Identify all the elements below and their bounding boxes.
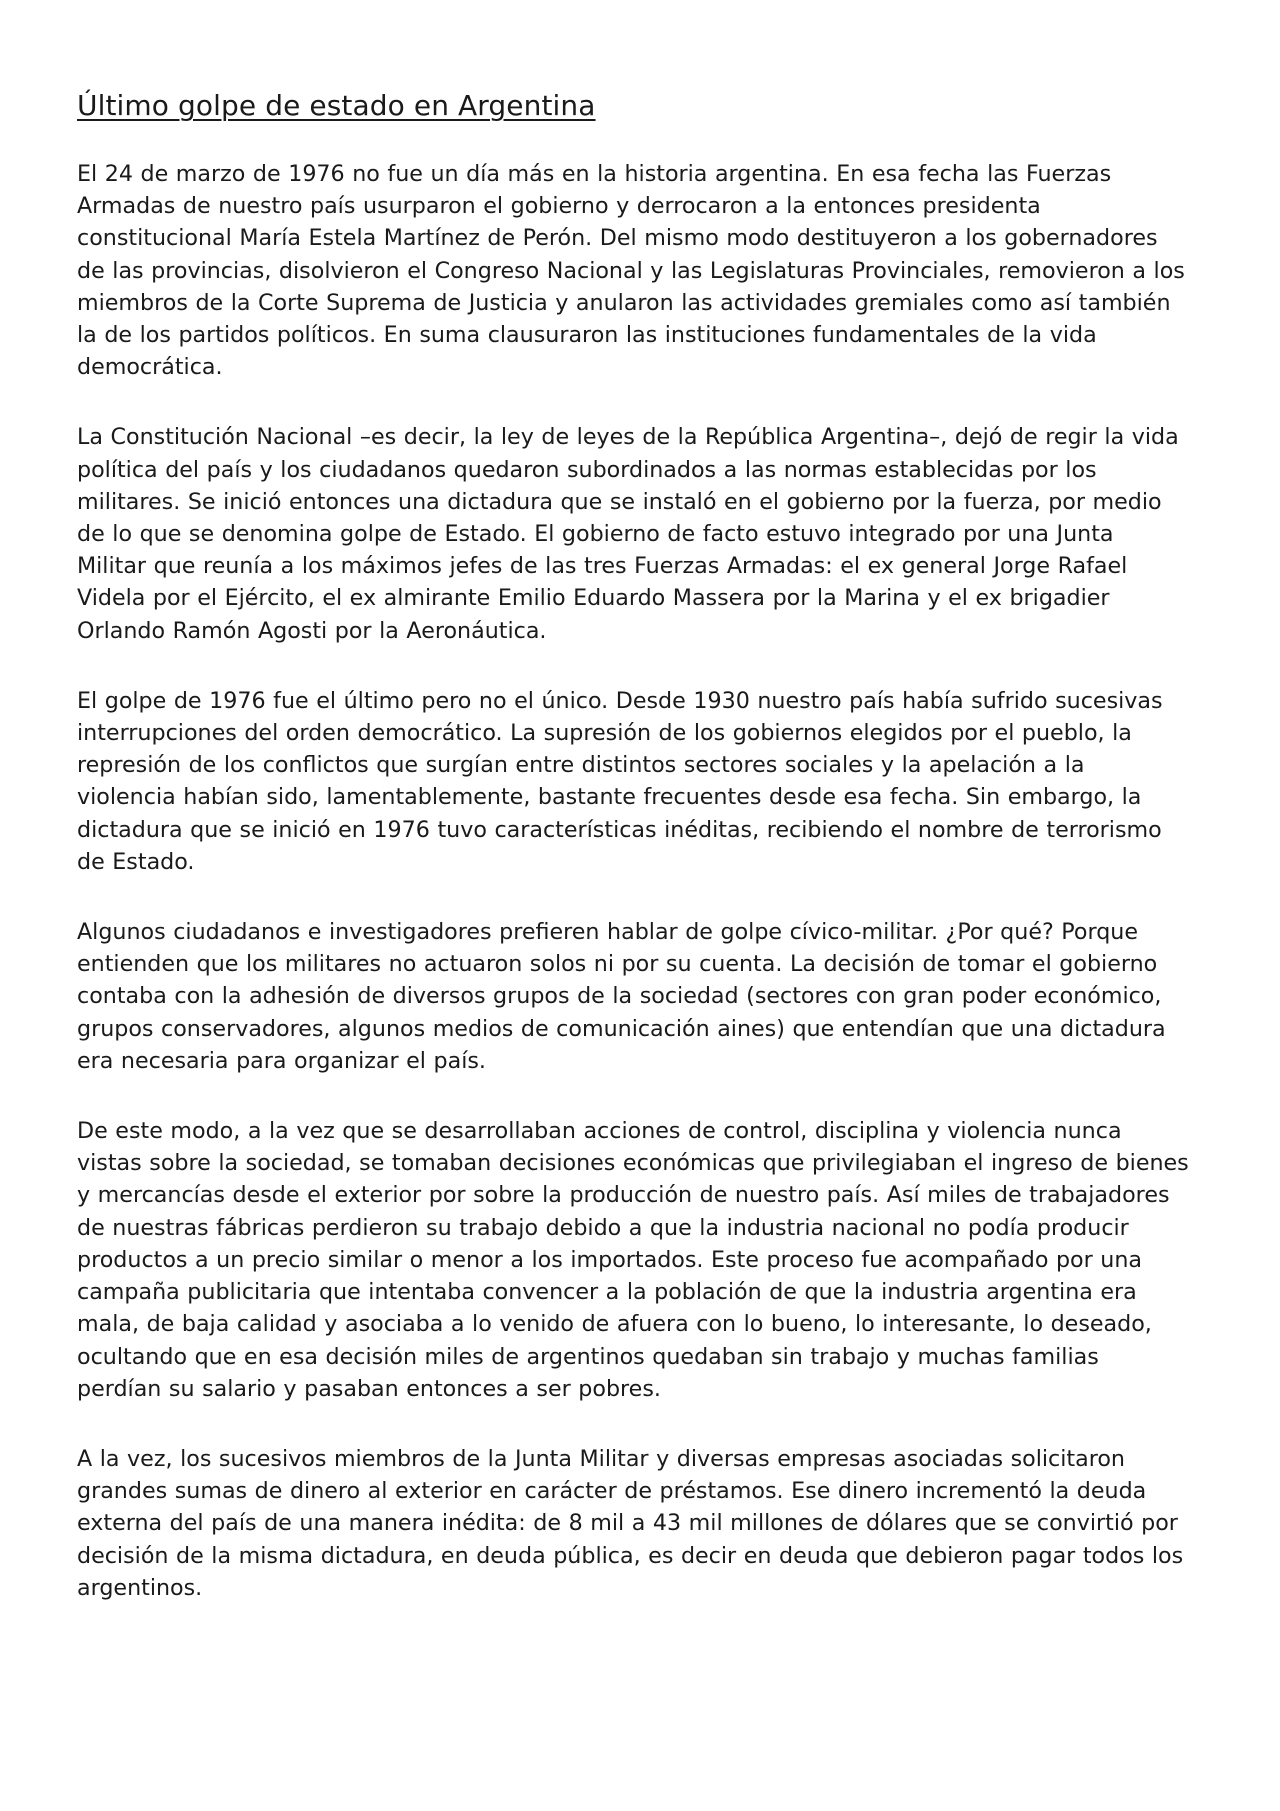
document-title: Último golpe de estado en Argentina — [77, 89, 596, 122]
paragraph-intro: El 24 de marzo de 1976 no fue un día más en la historia argentina. En esa fecha las Fuerzas Armadas de nuestro país usurparon el gobierno y derrocaron a la entonces presidenta constitucional María Estela Martínez de Perón. Del mismo modo destituyeron a los gobernadores de las provincias, disolvieron el Congreso Nacional y las Legislaturas Provinciales, removieron a los miembros de la Corte Suprema de Justicia y anularon las actividades gremiales como así también la de los partidos políticos. En suma clausuraron las instituciones fundamentales de la vida democrática. — [77, 161, 1185, 381]
paragraph-constitution: La Constitución Nacional –es decir, la ley de leyes de la República Argentina–, dejó de regir la vida política del país y los ciudadanos quedaron subordinados a las normas establecidas por los militares. Se inició entonces una dictadura que se instaló en el gobierno por la fuerza, por medio de lo que se denomina golpe de Estado. El gobierno de facto estuvo integrado por una Junta Militar que reunía a los máximos jefes de las tres Fuerzas Armadas: el ex general Jorge Rafael Videla por el Ejército, el ex almirante Emilio Eduardo Massera por la Marina y el ex brigadier Orlando Ramón Agosti por la Aeronáutica. — [77, 424, 1179, 644]
document-body — [77, 86, 1189, 1642]
paragraph-civic-military: Algunos ciudadanos e investigadores prefieren hablar de golpe cívico-militar. ¿Por qué? Porque entienden que los militares no actuaron solos ni por su cuenta. La decisión de tomar el gobierno contaba con la adhesión de diversos grupos de la sociedad (sectores con gran poder económico, grupos conservadores, algunos medios de comunicación aines) que entendían que una dictadura era necesaria para organizar el país. — [77, 919, 1166, 1074]
paragraph-economy: De este modo, a la vez que se desarrollaban acciones de control, disciplina y violencia nunca vistas sobre la sociedad, se tomaban decisiones económicas que privilegiaban el ingreso de bienes y mercancías desde el exterior por sobre la producción de nuestro país. Así miles de trabajadores de nuestras fábricas perdieron su trabajo debido a que la industria nacional no podía producir productos a un precio similar o menor a los importados. Este proceso fue acompañado por una campaña publicitaria que intentaba convencer a la población de que la industria argentina era mala, de baja calidad y asociaba a lo venido de afuera con lo bueno, lo interesante, lo deseado, ocultando que en esa decisión miles de argentinos quedaban sin trabajo y muchas familias perdían su salario y pasaban entonces a ser pobres. — [77, 1118, 1189, 1402]
paragraph-debt: A la vez, los sucesivos miembros de la Junta Militar y diversas empresas asociadas solicitaron grandes sumas de dinero al exterior en carácter de préstamos. Ese dinero incrementó la deuda externa del país de una manera inédita: de 8 mil a 43 mil millones de dólares que se convirtió por decisión de la misma dictadura, en deuda pública, es decir en deuda que debieron pagar todos los argentinos. — [77, 1445, 1184, 1601]
paragraph-history: El golpe de 1976 fue el último pero no el único. Desde 1930 nuestro país había sufrido sucesivas interrupciones del orden democrático. La supresión de los gobiernos elegidos por el pueblo, la represión de los conflictos que surgían entre distintos sectores sociales y la apelación a la violencia habían sido, lamentablemente, bastante frecuentes desde esa fecha. Sin embargo, la dictadura que se inició en 1976 tuvo características inéditas, recibiendo el nombre de terrorismo de Estado. — [77, 687, 1163, 875]
